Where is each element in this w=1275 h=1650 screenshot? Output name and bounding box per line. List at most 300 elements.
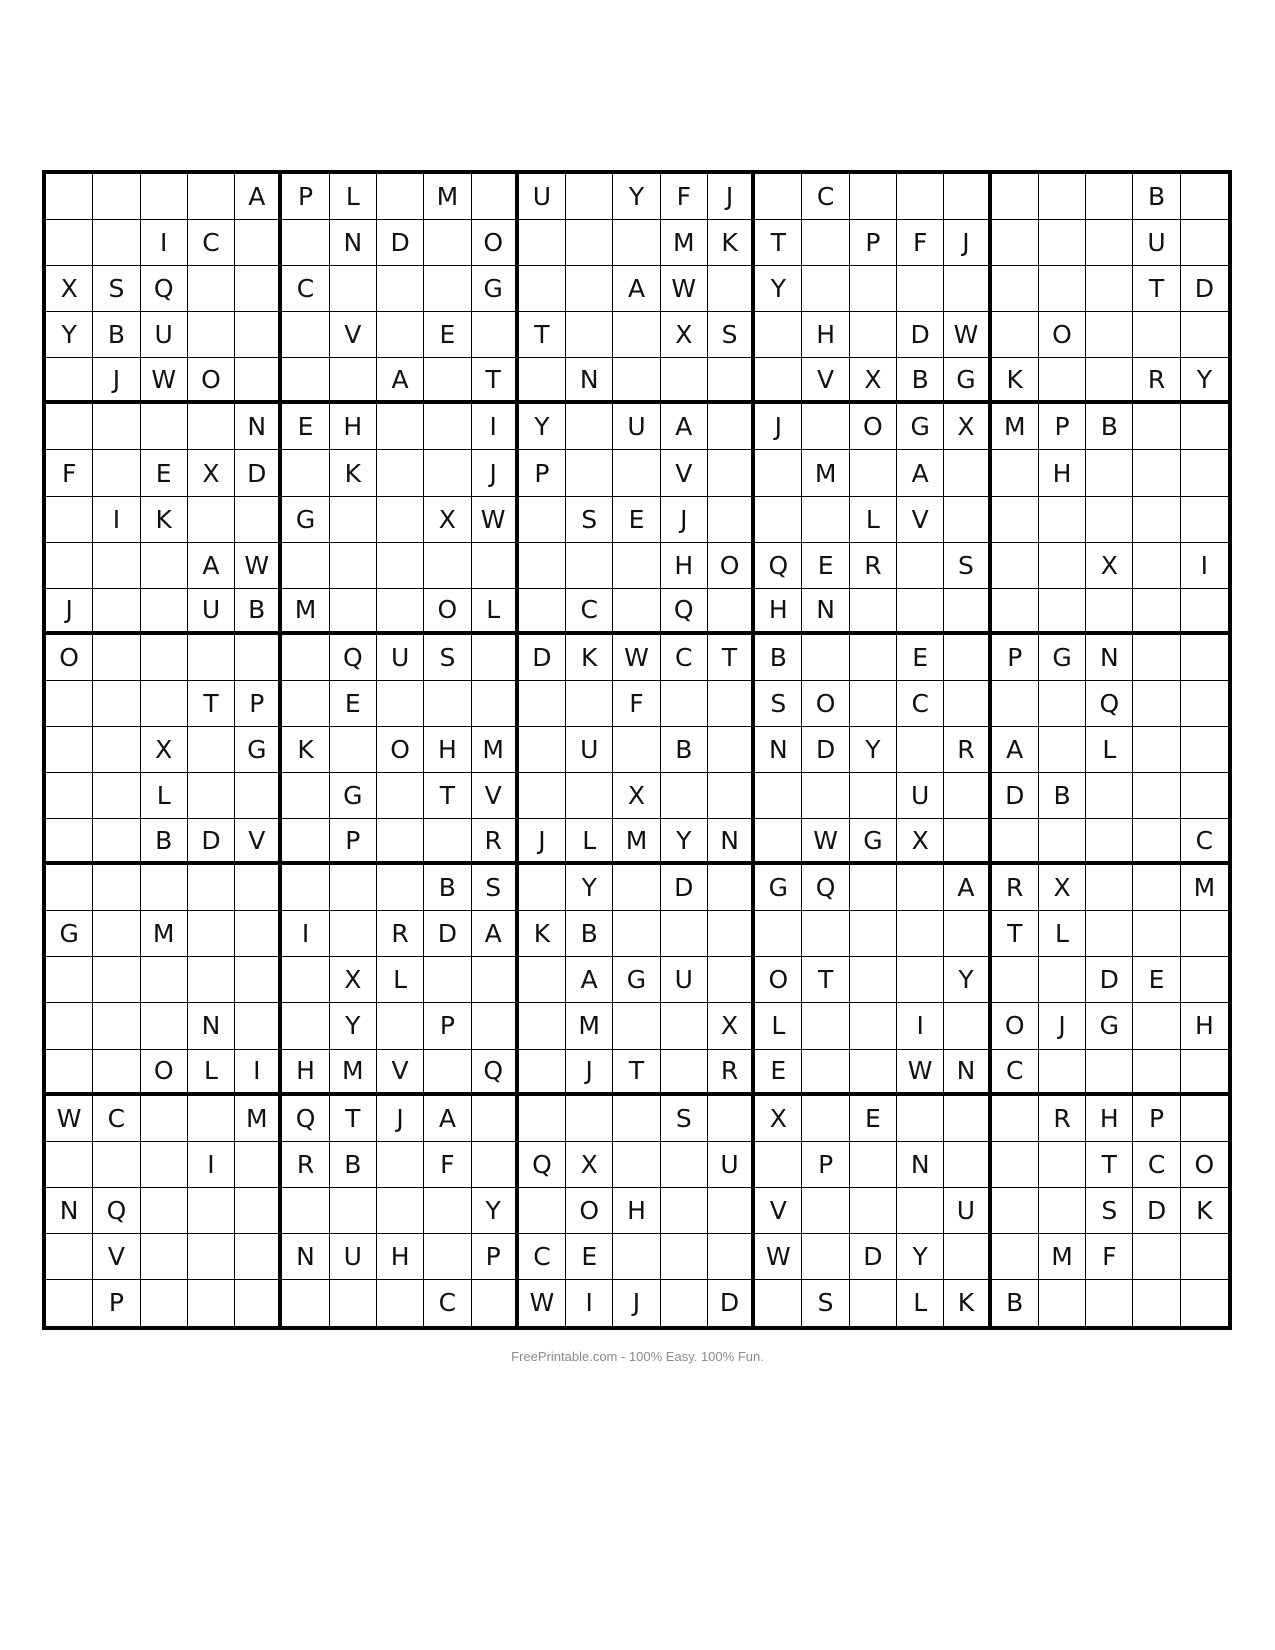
empty-cell[interactable]: [377, 589, 424, 635]
empty-cell[interactable]: [188, 1280, 235, 1326]
empty-cell[interactable]: [1181, 727, 1228, 773]
empty-cell[interactable]: [897, 589, 944, 635]
empty-cell[interactable]: [1086, 589, 1133, 635]
empty-cell[interactable]: [330, 589, 377, 635]
empty-cell[interactable]: [235, 911, 282, 957]
empty-cell[interactable]: [46, 681, 93, 727]
empty-cell[interactable]: [330, 358, 377, 404]
empty-cell[interactable]: [944, 266, 991, 312]
empty-cell[interactable]: [377, 819, 424, 865]
empty-cell[interactable]: [46, 404, 93, 450]
empty-cell[interactable]: [46, 1234, 93, 1280]
empty-cell[interactable]: [1133, 635, 1180, 681]
empty-cell[interactable]: [377, 1003, 424, 1049]
empty-cell[interactable]: [1133, 727, 1180, 773]
empty-cell[interactable]: [282, 450, 329, 496]
empty-cell[interactable]: [235, 1003, 282, 1049]
empty-cell[interactable]: [944, 450, 991, 496]
empty-cell[interactable]: [1039, 543, 1086, 589]
empty-cell[interactable]: [472, 635, 519, 681]
empty-cell[interactable]: [566, 773, 613, 819]
empty-cell[interactable]: [708, 358, 755, 404]
empty-cell[interactable]: [188, 865, 235, 911]
empty-cell[interactable]: [850, 681, 897, 727]
empty-cell[interactable]: [1039, 1142, 1086, 1188]
empty-cell[interactable]: [1086, 497, 1133, 543]
empty-cell[interactable]: [330, 911, 377, 957]
empty-cell[interactable]: [1086, 266, 1133, 312]
empty-cell[interactable]: [566, 681, 613, 727]
empty-cell[interactable]: [802, 773, 849, 819]
empty-cell[interactable]: [897, 543, 944, 589]
empty-cell[interactable]: [141, 681, 188, 727]
empty-cell[interactable]: [850, 1280, 897, 1326]
empty-cell[interactable]: [377, 404, 424, 450]
empty-cell[interactable]: [330, 497, 377, 543]
empty-cell[interactable]: [424, 450, 471, 496]
empty-cell[interactable]: [897, 957, 944, 1003]
empty-cell[interactable]: [613, 1003, 660, 1049]
empty-cell[interactable]: [944, 681, 991, 727]
empty-cell[interactable]: [613, 1142, 660, 1188]
empty-cell[interactable]: [188, 312, 235, 358]
empty-cell[interactable]: [1133, 1280, 1180, 1326]
empty-cell[interactable]: [661, 1234, 708, 1280]
empty-cell[interactable]: [944, 819, 991, 865]
empty-cell[interactable]: [944, 1096, 991, 1142]
empty-cell[interactable]: [188, 911, 235, 957]
empty-cell[interactable]: [613, 543, 660, 589]
empty-cell[interactable]: [1086, 1050, 1133, 1096]
empty-cell[interactable]: [802, 1096, 849, 1142]
empty-cell[interactable]: [1133, 497, 1180, 543]
empty-cell[interactable]: [1133, 404, 1180, 450]
empty-cell[interactable]: [1181, 911, 1228, 957]
empty-cell[interactable]: [1133, 819, 1180, 865]
empty-cell[interactable]: [424, 220, 471, 266]
empty-cell[interactable]: [1039, 174, 1086, 220]
empty-cell[interactable]: [235, 497, 282, 543]
empty-cell[interactable]: [1133, 911, 1180, 957]
empty-cell[interactable]: [1039, 1280, 1086, 1326]
empty-cell[interactable]: [1086, 450, 1133, 496]
empty-cell[interactable]: [377, 1280, 424, 1326]
empty-cell[interactable]: [708, 497, 755, 543]
empty-cell[interactable]: [188, 1096, 235, 1142]
empty-cell[interactable]: [755, 1142, 802, 1188]
empty-cell[interactable]: [613, 220, 660, 266]
empty-cell[interactable]: [93, 865, 140, 911]
empty-cell[interactable]: [424, 358, 471, 404]
empty-cell[interactable]: [566, 1096, 613, 1142]
empty-cell[interactable]: [566, 266, 613, 312]
empty-cell[interactable]: [992, 819, 1039, 865]
empty-cell[interactable]: [897, 865, 944, 911]
empty-cell[interactable]: [424, 543, 471, 589]
empty-cell[interactable]: [1181, 404, 1228, 450]
empty-cell[interactable]: [1133, 450, 1180, 496]
empty-cell[interactable]: [802, 1003, 849, 1049]
empty-cell[interactable]: [1181, 174, 1228, 220]
empty-cell[interactable]: [235, 358, 282, 404]
empty-cell[interactable]: [566, 220, 613, 266]
empty-cell[interactable]: [992, 312, 1039, 358]
empty-cell[interactable]: [897, 1096, 944, 1142]
empty-cell[interactable]: [93, 404, 140, 450]
empty-cell[interactable]: [188, 1234, 235, 1280]
empty-cell[interactable]: [377, 174, 424, 220]
empty-cell[interactable]: [708, 911, 755, 957]
empty-cell[interactable]: [755, 450, 802, 496]
empty-cell[interactable]: [1181, 497, 1228, 543]
empty-cell[interactable]: [141, 404, 188, 450]
empty-cell[interactable]: [141, 957, 188, 1003]
empty-cell[interactable]: [188, 635, 235, 681]
empty-cell[interactable]: [755, 911, 802, 957]
empty-cell[interactable]: [188, 497, 235, 543]
empty-cell[interactable]: [235, 635, 282, 681]
empty-cell[interactable]: [708, 773, 755, 819]
empty-cell[interactable]: [1181, 1280, 1228, 1326]
empty-cell[interactable]: [1039, 497, 1086, 543]
empty-cell[interactable]: [992, 1188, 1039, 1234]
empty-cell[interactable]: [282, 1188, 329, 1234]
empty-cell[interactable]: [377, 1188, 424, 1234]
empty-cell[interactable]: [1039, 266, 1086, 312]
empty-cell[interactable]: [850, 957, 897, 1003]
empty-cell[interactable]: [992, 1142, 1039, 1188]
empty-cell[interactable]: [282, 220, 329, 266]
empty-cell[interactable]: [708, 727, 755, 773]
empty-cell[interactable]: [850, 1188, 897, 1234]
empty-cell[interactable]: [141, 1142, 188, 1188]
empty-cell[interactable]: [1086, 911, 1133, 957]
empty-cell[interactable]: [472, 1142, 519, 1188]
empty-cell[interactable]: [1133, 543, 1180, 589]
empty-cell[interactable]: [661, 1003, 708, 1049]
empty-cell[interactable]: [1039, 589, 1086, 635]
empty-cell[interactable]: [235, 1142, 282, 1188]
empty-cell[interactable]: [282, 773, 329, 819]
empty-cell[interactable]: [188, 727, 235, 773]
empty-cell[interactable]: [708, 1096, 755, 1142]
empty-cell[interactable]: [708, 865, 755, 911]
empty-cell[interactable]: [330, 1280, 377, 1326]
empty-cell[interactable]: [613, 911, 660, 957]
empty-cell[interactable]: [1039, 957, 1086, 1003]
empty-cell[interactable]: [1181, 589, 1228, 635]
empty-cell[interactable]: [235, 957, 282, 1003]
empty-cell[interactable]: [141, 1003, 188, 1049]
empty-cell[interactable]: [566, 543, 613, 589]
empty-cell[interactable]: [755, 819, 802, 865]
empty-cell[interactable]: [377, 497, 424, 543]
empty-cell[interactable]: [141, 635, 188, 681]
empty-cell[interactable]: [93, 543, 140, 589]
empty-cell[interactable]: [1181, 1096, 1228, 1142]
empty-cell[interactable]: [708, 450, 755, 496]
empty-cell[interactable]: [566, 312, 613, 358]
empty-cell[interactable]: [235, 220, 282, 266]
empty-cell[interactable]: [1133, 1003, 1180, 1049]
empty-cell[interactable]: [1039, 358, 1086, 404]
empty-cell[interactable]: [519, 1050, 566, 1096]
empty-cell[interactable]: [613, 312, 660, 358]
empty-cell[interactable]: [330, 1188, 377, 1234]
empty-cell[interactable]: [93, 1142, 140, 1188]
empty-cell[interactable]: [1133, 312, 1180, 358]
empty-cell[interactable]: [93, 727, 140, 773]
empty-cell[interactable]: [519, 865, 566, 911]
empty-cell[interactable]: [93, 450, 140, 496]
empty-cell[interactable]: [566, 450, 613, 496]
empty-cell[interactable]: [282, 957, 329, 1003]
empty-cell[interactable]: [472, 681, 519, 727]
empty-cell[interactable]: [755, 1280, 802, 1326]
empty-cell[interactable]: [661, 358, 708, 404]
empty-cell[interactable]: [897, 174, 944, 220]
empty-cell[interactable]: [992, 1234, 1039, 1280]
empty-cell[interactable]: [188, 404, 235, 450]
empty-cell[interactable]: [519, 358, 566, 404]
empty-cell[interactable]: [46, 543, 93, 589]
empty-cell[interactable]: [992, 220, 1039, 266]
empty-cell[interactable]: [377, 543, 424, 589]
empty-cell[interactable]: [755, 773, 802, 819]
empty-cell[interactable]: [188, 1188, 235, 1234]
empty-cell[interactable]: [235, 266, 282, 312]
empty-cell[interactable]: [992, 957, 1039, 1003]
empty-cell[interactable]: [472, 174, 519, 220]
empty-cell[interactable]: [755, 497, 802, 543]
empty-cell[interactable]: [613, 865, 660, 911]
empty-cell[interactable]: [424, 1050, 471, 1096]
empty-cell[interactable]: [46, 174, 93, 220]
empty-cell[interactable]: [850, 312, 897, 358]
empty-cell[interactable]: [1039, 681, 1086, 727]
empty-cell[interactable]: [613, 450, 660, 496]
empty-cell[interactable]: [377, 450, 424, 496]
empty-cell[interactable]: [46, 1003, 93, 1049]
empty-cell[interactable]: [661, 773, 708, 819]
empty-cell[interactable]: [1086, 773, 1133, 819]
empty-cell[interactable]: [1181, 312, 1228, 358]
empty-cell[interactable]: [992, 266, 1039, 312]
empty-cell[interactable]: [661, 1142, 708, 1188]
empty-cell[interactable]: [1086, 865, 1133, 911]
empty-cell[interactable]: [755, 312, 802, 358]
empty-cell[interactable]: [235, 312, 282, 358]
empty-cell[interactable]: [235, 1280, 282, 1326]
empty-cell[interactable]: [897, 266, 944, 312]
empty-cell[interactable]: [850, 773, 897, 819]
empty-cell[interactable]: [661, 1188, 708, 1234]
empty-cell[interactable]: [235, 773, 282, 819]
empty-cell[interactable]: [377, 266, 424, 312]
empty-cell[interactable]: [519, 497, 566, 543]
empty-cell[interactable]: [377, 865, 424, 911]
empty-cell[interactable]: [46, 865, 93, 911]
empty-cell[interactable]: [282, 681, 329, 727]
empty-cell[interactable]: [519, 220, 566, 266]
empty-cell[interactable]: [519, 589, 566, 635]
empty-cell[interactable]: [141, 543, 188, 589]
empty-cell[interactable]: [708, 1234, 755, 1280]
empty-cell[interactable]: [802, 220, 849, 266]
empty-cell[interactable]: [708, 1188, 755, 1234]
empty-cell[interactable]: [1181, 773, 1228, 819]
empty-cell[interactable]: [141, 1234, 188, 1280]
empty-cell[interactable]: [377, 312, 424, 358]
empty-cell[interactable]: [472, 543, 519, 589]
empty-cell[interactable]: [424, 819, 471, 865]
empty-cell[interactable]: [1086, 174, 1133, 220]
empty-cell[interactable]: [944, 911, 991, 957]
empty-cell[interactable]: [1133, 865, 1180, 911]
empty-cell[interactable]: [1181, 1050, 1228, 1096]
empty-cell[interactable]: [93, 1050, 140, 1096]
empty-cell[interactable]: [566, 404, 613, 450]
empty-cell[interactable]: [93, 174, 140, 220]
empty-cell[interactable]: [424, 1188, 471, 1234]
empty-cell[interactable]: [188, 773, 235, 819]
empty-cell[interactable]: [992, 497, 1039, 543]
empty-cell[interactable]: [802, 635, 849, 681]
empty-cell[interactable]: [46, 1050, 93, 1096]
empty-cell[interactable]: [46, 220, 93, 266]
empty-cell[interactable]: [850, 1050, 897, 1096]
empty-cell[interactable]: [46, 727, 93, 773]
empty-cell[interactable]: [1086, 819, 1133, 865]
empty-cell[interactable]: [992, 1096, 1039, 1142]
empty-cell[interactable]: [850, 911, 897, 957]
empty-cell[interactable]: [802, 1188, 849, 1234]
empty-cell[interactable]: [377, 681, 424, 727]
empty-cell[interactable]: [141, 1188, 188, 1234]
empty-cell[interactable]: [519, 681, 566, 727]
empty-cell[interactable]: [992, 589, 1039, 635]
empty-cell[interactable]: [93, 635, 140, 681]
empty-cell[interactable]: [613, 1234, 660, 1280]
empty-cell[interactable]: [897, 1188, 944, 1234]
empty-cell[interactable]: [944, 773, 991, 819]
empty-cell[interactable]: [1039, 727, 1086, 773]
empty-cell[interactable]: [944, 1003, 991, 1049]
empty-cell[interactable]: [93, 911, 140, 957]
empty-cell[interactable]: [93, 681, 140, 727]
empty-cell[interactable]: [46, 497, 93, 543]
empty-cell[interactable]: [93, 957, 140, 1003]
empty-cell[interactable]: [519, 727, 566, 773]
empty-cell[interactable]: [944, 497, 991, 543]
empty-cell[interactable]: [519, 543, 566, 589]
empty-cell[interactable]: [377, 1142, 424, 1188]
empty-cell[interactable]: [802, 404, 849, 450]
empty-cell[interactable]: [1133, 1050, 1180, 1096]
empty-cell[interactable]: [755, 358, 802, 404]
empty-cell[interactable]: [93, 773, 140, 819]
empty-cell[interactable]: [282, 543, 329, 589]
empty-cell[interactable]: [1039, 220, 1086, 266]
empty-cell[interactable]: [897, 911, 944, 957]
empty-cell[interactable]: [850, 589, 897, 635]
empty-cell[interactable]: [1133, 681, 1180, 727]
empty-cell[interactable]: [992, 174, 1039, 220]
empty-cell[interactable]: [802, 1234, 849, 1280]
empty-cell[interactable]: [755, 174, 802, 220]
empty-cell[interactable]: [1181, 220, 1228, 266]
empty-cell[interactable]: [1086, 1280, 1133, 1326]
empty-cell[interactable]: [992, 543, 1039, 589]
empty-cell[interactable]: [519, 1096, 566, 1142]
empty-cell[interactable]: [282, 1280, 329, 1326]
empty-cell[interactable]: [802, 266, 849, 312]
empty-cell[interactable]: [46, 358, 93, 404]
empty-cell[interactable]: [235, 1234, 282, 1280]
empty-cell[interactable]: [377, 773, 424, 819]
empty-cell[interactable]: [944, 1142, 991, 1188]
empty-cell[interactable]: [850, 1142, 897, 1188]
empty-cell[interactable]: [472, 957, 519, 1003]
empty-cell[interactable]: [944, 589, 991, 635]
empty-cell[interactable]: [330, 266, 377, 312]
empty-cell[interactable]: [613, 1096, 660, 1142]
empty-cell[interactable]: [613, 358, 660, 404]
empty-cell[interactable]: [141, 174, 188, 220]
empty-cell[interactable]: [1181, 450, 1228, 496]
empty-cell[interactable]: [661, 681, 708, 727]
empty-cell[interactable]: [472, 1096, 519, 1142]
empty-cell[interactable]: [282, 865, 329, 911]
empty-cell[interactable]: [1039, 819, 1086, 865]
empty-cell[interactable]: [992, 450, 1039, 496]
empty-cell[interactable]: [282, 635, 329, 681]
empty-cell[interactable]: [46, 773, 93, 819]
empty-cell[interactable]: [424, 681, 471, 727]
empty-cell[interactable]: [519, 957, 566, 1003]
empty-cell[interactable]: [802, 1050, 849, 1096]
empty-cell[interactable]: [472, 1280, 519, 1326]
empty-cell[interactable]: [519, 266, 566, 312]
empty-cell[interactable]: [519, 773, 566, 819]
empty-cell[interactable]: [661, 1280, 708, 1326]
empty-cell[interactable]: [850, 635, 897, 681]
empty-cell[interactable]: [850, 865, 897, 911]
empty-cell[interactable]: [1181, 681, 1228, 727]
empty-cell[interactable]: [282, 358, 329, 404]
empty-cell[interactable]: [519, 1188, 566, 1234]
empty-cell[interactable]: [708, 266, 755, 312]
empty-cell[interactable]: [1086, 358, 1133, 404]
empty-cell[interactable]: [1133, 589, 1180, 635]
empty-cell[interactable]: [1086, 312, 1133, 358]
empty-cell[interactable]: [424, 1234, 471, 1280]
empty-cell[interactable]: [850, 174, 897, 220]
empty-cell[interactable]: [282, 819, 329, 865]
empty-cell[interactable]: [141, 1280, 188, 1326]
empty-cell[interactable]: [1181, 1234, 1228, 1280]
empty-cell[interactable]: [46, 1142, 93, 1188]
empty-cell[interactable]: [46, 957, 93, 1003]
empty-cell[interactable]: [472, 1003, 519, 1049]
empty-cell[interactable]: [93, 819, 140, 865]
empty-cell[interactable]: [93, 1003, 140, 1049]
empty-cell[interactable]: [1039, 1050, 1086, 1096]
empty-cell[interactable]: [944, 635, 991, 681]
empty-cell[interactable]: [188, 174, 235, 220]
empty-cell[interactable]: [1133, 773, 1180, 819]
empty-cell[interactable]: [661, 911, 708, 957]
